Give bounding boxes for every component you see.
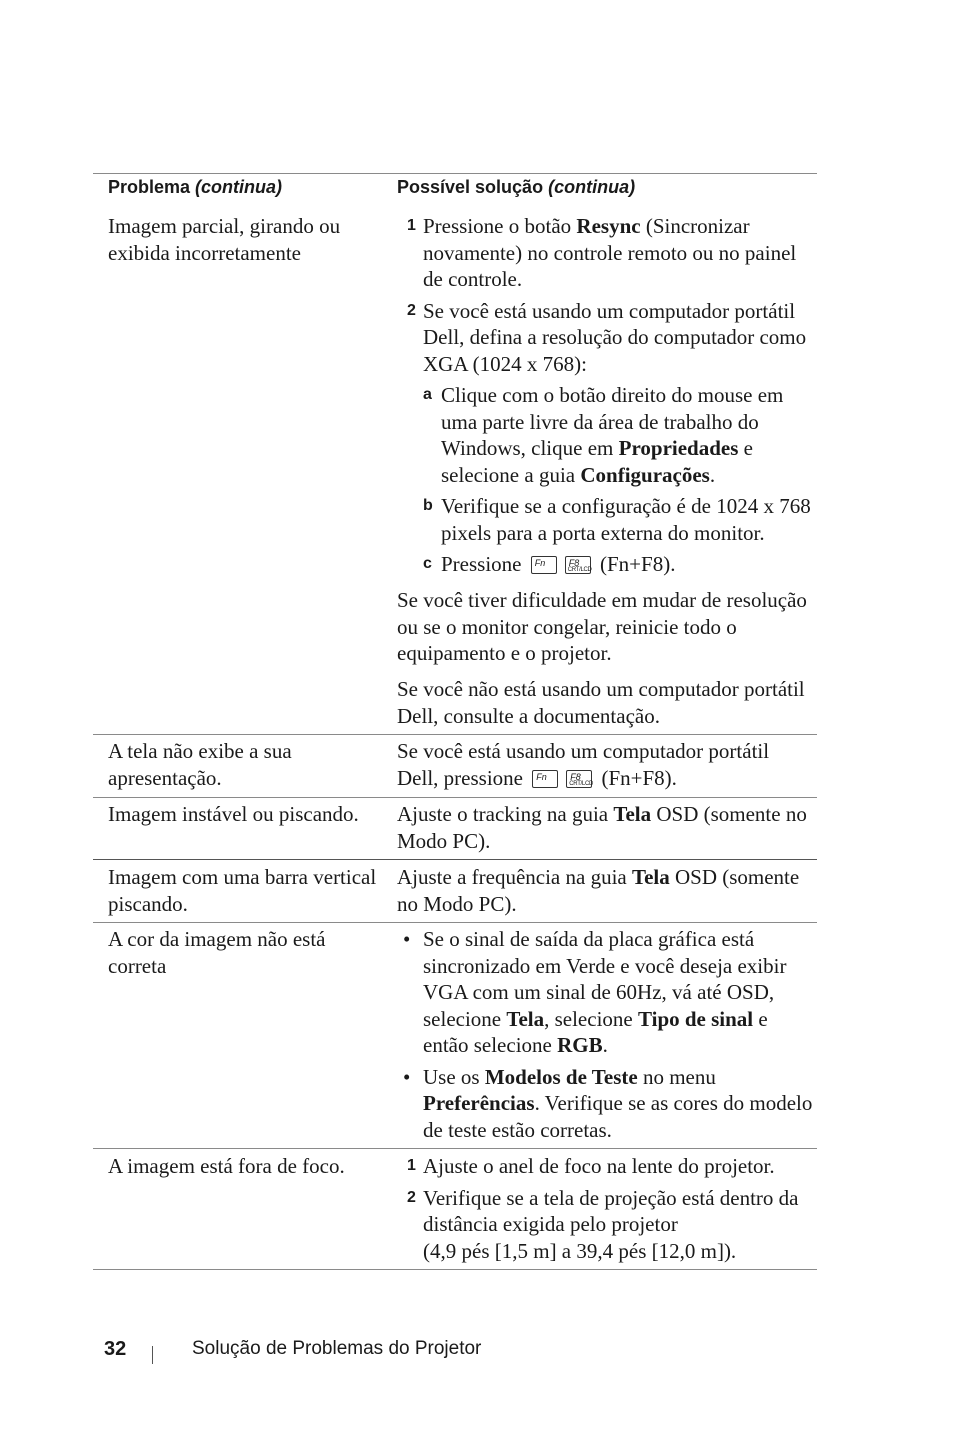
solution-text: OSD (somente no Modo PC). xyxy=(397,865,800,916)
key-label: Fn xyxy=(534,558,546,568)
step-text: (Fn+F8). xyxy=(600,552,676,576)
bullet-text: e então selecione xyxy=(423,1006,768,1057)
step-number: 1 xyxy=(407,1157,416,1174)
solution-cell xyxy=(397,801,815,854)
substep-letter: c xyxy=(423,555,432,572)
column-header-problem xyxy=(108,177,282,198)
step-text: e selecione a guia xyxy=(441,436,753,487)
step-text: (4,9 pés [1,5 m] a 39,4 pés [12,0 m]). xyxy=(423,1238,737,1263)
key-label: F8 xyxy=(568,558,580,568)
key-label: F8 xyxy=(570,771,581,782)
bullet-text: Use os xyxy=(423,1064,485,1089)
problem-cell: Imagem com uma barra vertical piscando. xyxy=(108,865,377,916)
row-divider xyxy=(93,797,817,798)
step-bold-text: Configurações xyxy=(580,462,710,487)
bullet-text: . Verifique se as cores do modelo de teste estão corretas. xyxy=(423,1091,813,1142)
step-item xyxy=(407,298,815,378)
bullet-text: . xyxy=(602,1033,608,1057)
solution-bold-text: Tela xyxy=(631,865,670,889)
f8-key-icon xyxy=(565,556,591,574)
header-continued: (continua) xyxy=(195,177,283,197)
bullet-bold-text: RGB xyxy=(557,1033,603,1057)
solution-cell xyxy=(397,864,815,917)
step-text: Clique com o botão direito do mouse em uma parte livre da área de trabalho do Windows, clique em xyxy=(441,383,784,460)
substep-item xyxy=(423,382,815,488)
solution-text: OSD (somente no Modo PC). xyxy=(397,802,807,853)
footer-title: Solução de Problemas do Projetor xyxy=(192,1338,482,1359)
solution-cell xyxy=(407,213,815,578)
bullet-text: no menu xyxy=(637,1064,716,1089)
step-text: Pressione o botão xyxy=(423,214,577,238)
bullet-bold-text: Modelos de Teste xyxy=(484,1064,638,1089)
substep-item xyxy=(423,493,815,546)
step-text: Se você está usando um computador portátil Dell, defina a resolução do computador como XGA (1024 x 768): xyxy=(423,298,807,376)
table-bottom-rule xyxy=(93,1269,817,1270)
solution-cell xyxy=(407,1153,815,1264)
bullet-item xyxy=(403,1064,815,1144)
row-divider xyxy=(93,922,817,923)
solution-bold-text: Tela xyxy=(613,802,652,826)
step-text: Verifique se a tela de projeção está dentro da distância exigida pelo projetor xyxy=(423,1185,799,1236)
substep-letter: a xyxy=(423,386,432,403)
fn-key-icon xyxy=(532,770,558,788)
footer-separator xyxy=(152,1346,153,1364)
step-number: 1 xyxy=(407,217,416,234)
step-text: . xyxy=(709,462,716,487)
fn-key-icon xyxy=(531,556,557,574)
solution-cell xyxy=(397,738,815,791)
problem-cell: A cor da imagem não está correta xyxy=(108,927,326,978)
bullet-bold-text: Preferências xyxy=(423,1091,535,1115)
problem-cell: Imagem parcial, girando ou exibida incorretamente xyxy=(108,214,341,265)
solution-paragraph: Se você não está usando um computador portátil Dell, consulte a documentação. xyxy=(397,677,805,728)
solution-paragraph: Se você tiver dificuldade em mudar de resolução ou se o monitor congelar, reinicie todo o equipamento e o projetor. xyxy=(397,588,807,665)
solution-text: Ajuste o tracking na guia xyxy=(397,802,614,826)
substep-item xyxy=(423,551,815,578)
step-text: Verifique se a configuração é de 1024 x 768 pixels para a porta externa do monitor. xyxy=(441,494,811,545)
problem-cell: Imagem instável ou piscando. xyxy=(108,802,359,826)
step-item xyxy=(407,213,815,293)
key-sublabel: CRT/LCD xyxy=(569,780,594,787)
substep-letter: b xyxy=(423,497,433,514)
problem-cell: A tela não exibe a sua apresentação. xyxy=(108,739,292,790)
header-label: Possível solução xyxy=(397,177,544,197)
header-continued: (continua) xyxy=(548,177,636,197)
step-number: 2 xyxy=(407,1188,416,1206)
solution-cell xyxy=(403,926,815,1143)
bullet-text: , selecione xyxy=(544,1006,638,1031)
problem-cell: A imagem está fora de foco. xyxy=(108,1154,345,1178)
step-text: Ajuste o anel de foco na lente do projetor. xyxy=(423,1154,775,1178)
table-top-rule xyxy=(93,173,817,174)
bullet-icon: • xyxy=(403,927,411,951)
step-item xyxy=(407,1153,815,1180)
step-bold-text: Propriedades xyxy=(618,436,739,460)
bullet-bold-text: Tipo de sinal xyxy=(637,1006,754,1031)
page-number: 32 xyxy=(104,1338,127,1360)
bullet-bold-text: Tela xyxy=(506,1006,545,1031)
key-sublabel: CRT/LCD xyxy=(567,567,592,573)
solution-text: (Fn+F8). xyxy=(601,765,677,790)
row-divider xyxy=(93,1148,817,1149)
row-divider xyxy=(93,734,817,735)
solution-text: Ajuste a frequência na guia xyxy=(397,865,632,889)
row-divider xyxy=(93,859,817,860)
key-label: Fn xyxy=(536,771,547,782)
column-header-solution xyxy=(397,177,635,198)
solution-text: Se você está usando um computador portátil Dell, pressione xyxy=(397,739,770,790)
step-bold-text: Resync xyxy=(576,214,641,238)
header-label: Problema xyxy=(108,177,191,197)
step-number: 2 xyxy=(407,301,416,319)
step-text: Pressione xyxy=(441,552,522,576)
step-text: (Sincronizar novamente) no controle remoto ou no painel de controle. xyxy=(423,214,797,291)
bullet-icon: • xyxy=(403,1064,411,1089)
bullet-item xyxy=(403,926,815,1059)
bullet-text: Se o sinal de saída da placa gráfica está sincronizado em Verde e você deseja exibir VGA com um sinal de 60Hz, vá até OSD, selecione xyxy=(423,927,787,1031)
f8-key-icon xyxy=(566,770,592,788)
step-item xyxy=(407,1185,815,1265)
